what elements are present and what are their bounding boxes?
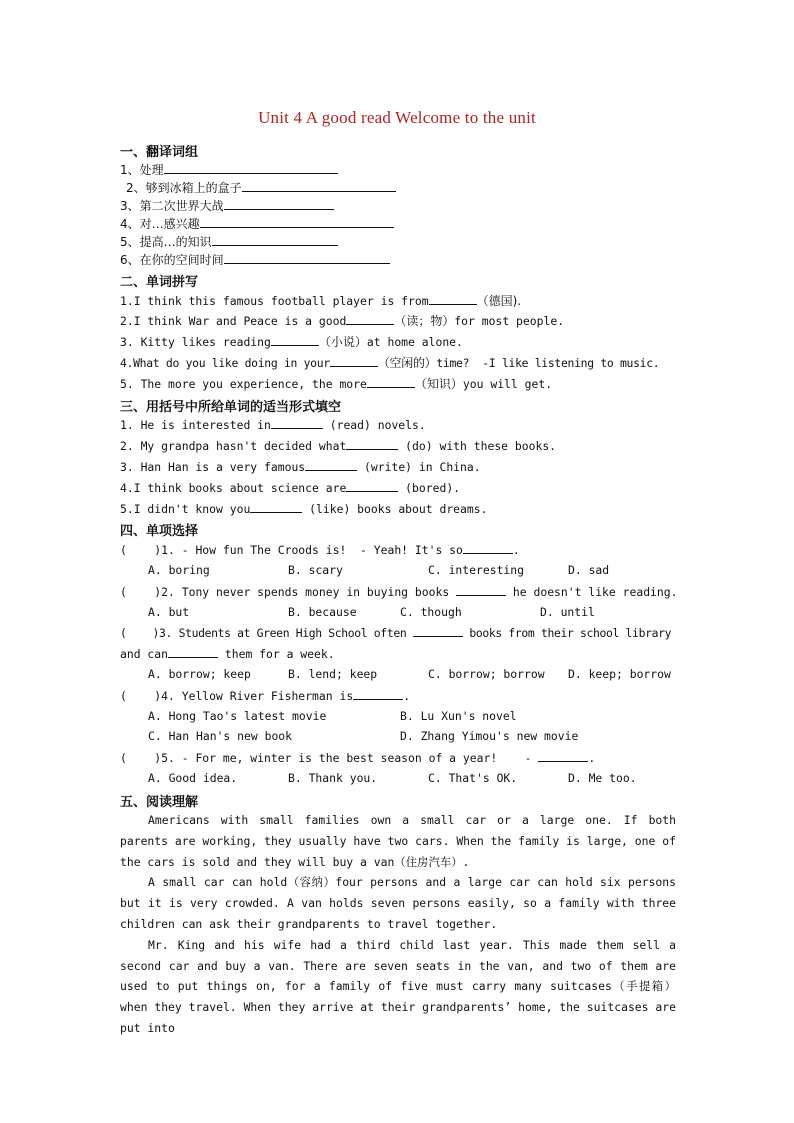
- phrase-item: 1、处理: [120, 162, 338, 177]
- answer-blank[interactable]: [346, 438, 398, 450]
- answer-blank[interactable]: [164, 162, 338, 174]
- answer-blank[interactable]: [212, 234, 338, 246]
- mc-option[interactable]: A. borrow; keep: [148, 667, 251, 681]
- mc-option[interactable]: A. Good idea.: [148, 771, 238, 785]
- mc-option[interactable]: A. boring: [148, 563, 210, 577]
- form-item: 5.I didn't know you (like) books about dreams.: [120, 502, 488, 516]
- answer-blank[interactable]: [463, 542, 513, 554]
- mc-option[interactable]: D. Me too.: [568, 771, 637, 785]
- mc-question: ( )2. Tony never spends money in buying books he doesn't like reading.: [120, 585, 678, 599]
- phrase-item: 4、对…感兴趣: [120, 216, 394, 231]
- answer-blank[interactable]: [367, 376, 415, 388]
- answer-blank[interactable]: [346, 313, 394, 325]
- section-heading-reading: 五、阅读理解: [120, 795, 199, 810]
- mc-option[interactable]: B. Thank you.: [288, 771, 378, 785]
- mc-option[interactable]: C. borrow; borrow: [428, 667, 545, 681]
- mc-question-continued: and can them for a week.: [120, 647, 335, 661]
- form-item: 3. Han Han is a very famous (write) in China.: [120, 460, 481, 474]
- mc-option[interactable]: D. sad: [568, 563, 610, 577]
- spelling-item: 1.I think this famous football player is from （德国).: [120, 294, 522, 308]
- mc-question: ( )1. - How fun The Croods is! - Yeah! It's so .: [120, 543, 520, 557]
- mc-option[interactable]: C. Han Han's new book: [148, 729, 293, 743]
- section-heading-multiple-choice: 四、单项选择: [120, 524, 199, 539]
- mc-question: ( )4. Yellow River Fisherman is .: [120, 689, 411, 703]
- mc-option[interactable]: B. Lu Xun's novel: [400, 709, 517, 723]
- reading-paragraph: A small car can hold（容纳）four persons and a large car can hold six persons but it is very crowded. A van holds seven persons easily, so a family with three children can ask their grandparents to travel together.: [120, 875, 676, 931]
- answer-blank[interactable]: [242, 180, 396, 192]
- mc-option[interactable]: B. scary: [288, 563, 343, 577]
- answer-blank[interactable]: [224, 198, 334, 210]
- phrase-item: 3、第二次世界大战: [120, 198, 334, 213]
- spelling-item: 4.What do you like doing in your （空闲的）time? -I like listening to music.: [120, 356, 660, 370]
- answer-blank[interactable]: [224, 252, 390, 264]
- reading-passage: [120, 810, 676, 1039]
- section-heading-word-forms: 三、用括号中所给单词的适当形式填空: [120, 400, 342, 415]
- answer-blank[interactable]: [538, 750, 588, 762]
- answer-blank[interactable]: [200, 216, 394, 228]
- answer-blank[interactable]: [429, 293, 477, 305]
- mc-option[interactable]: D. keep; borrow: [568, 667, 671, 681]
- answer-blank[interactable]: [456, 584, 506, 596]
- spelling-item: 5. The more you experience, the more （知识）you will get.: [120, 377, 553, 391]
- mc-question: ( )3. Students at Green High School often books from their school library: [120, 626, 672, 640]
- section-heading-spelling: 二、单词拼写: [120, 275, 199, 290]
- answer-blank[interactable]: [305, 459, 357, 471]
- form-item: 4.I think books about science are (bored).: [120, 481, 461, 495]
- spelling-item: 3. Kitty likes reading （小说）at home alone.: [120, 335, 463, 349]
- phrase-item: 2、够到冰箱上的盒子: [126, 180, 396, 195]
- answer-blank[interactable]: [346, 480, 398, 492]
- form-item: 2. My grandpa hasn't decided what (do) with these books.: [120, 439, 557, 453]
- mc-option[interactable]: A. Hong Tao's latest movie: [148, 709, 327, 723]
- reading-paragraph: Mr. King and his wife had a third child last year. This made them sell a second car and buy a van. There are seven seats in the van, and two of them are used to put things on, for a family of five must carry many suitcases（手提箱）when they travel. When they arrive at their grandparents’ home, the suitcases are put into: [120, 937, 676, 1035]
- phrase-item: 6、在你的空间时间: [120, 252, 390, 267]
- page-title: Unit 4 A good read Welcome to the unit: [258, 108, 536, 127]
- mc-option[interactable]: C. interesting: [428, 563, 525, 577]
- mc-option[interactable]: C. That's OK.: [428, 771, 518, 785]
- spelling-item: 2.I think War and Peace is a good （读；物）for most people.: [120, 314, 565, 328]
- answer-blank[interactable]: [271, 417, 323, 429]
- mc-option[interactable]: D. until: [540, 605, 595, 619]
- mc-option[interactable]: B. lend; keep: [288, 667, 378, 681]
- answer-blank[interactable]: [271, 334, 319, 346]
- reading-paragraph: Americans with small families own a small car or a large one. If both parents are working, they usually have two cars. When the family is large, one of the cars is sold and they will buy a van（住房汽车）.: [120, 813, 676, 869]
- answer-blank[interactable]: [250, 501, 302, 513]
- phrase-item: 5、提高…的知识: [120, 234, 338, 249]
- mc-question: ( )5. - For me, winter is the best season of a year! - .: [120, 751, 596, 765]
- mc-option[interactable]: C. though: [400, 605, 462, 619]
- mc-option[interactable]: B. because: [288, 605, 357, 619]
- answer-blank[interactable]: [413, 625, 463, 637]
- answer-blank[interactable]: [168, 646, 218, 658]
- answer-blank[interactable]: [353, 688, 403, 700]
- answer-blank[interactable]: [330, 355, 378, 367]
- mc-option[interactable]: A. but: [148, 605, 190, 619]
- section-heading-translate: 一、翻译词组: [120, 145, 199, 160]
- form-item: 1. He is interested in (read) novels.: [120, 418, 426, 432]
- mc-option[interactable]: D. Zhang Yimou's new movie: [400, 729, 579, 743]
